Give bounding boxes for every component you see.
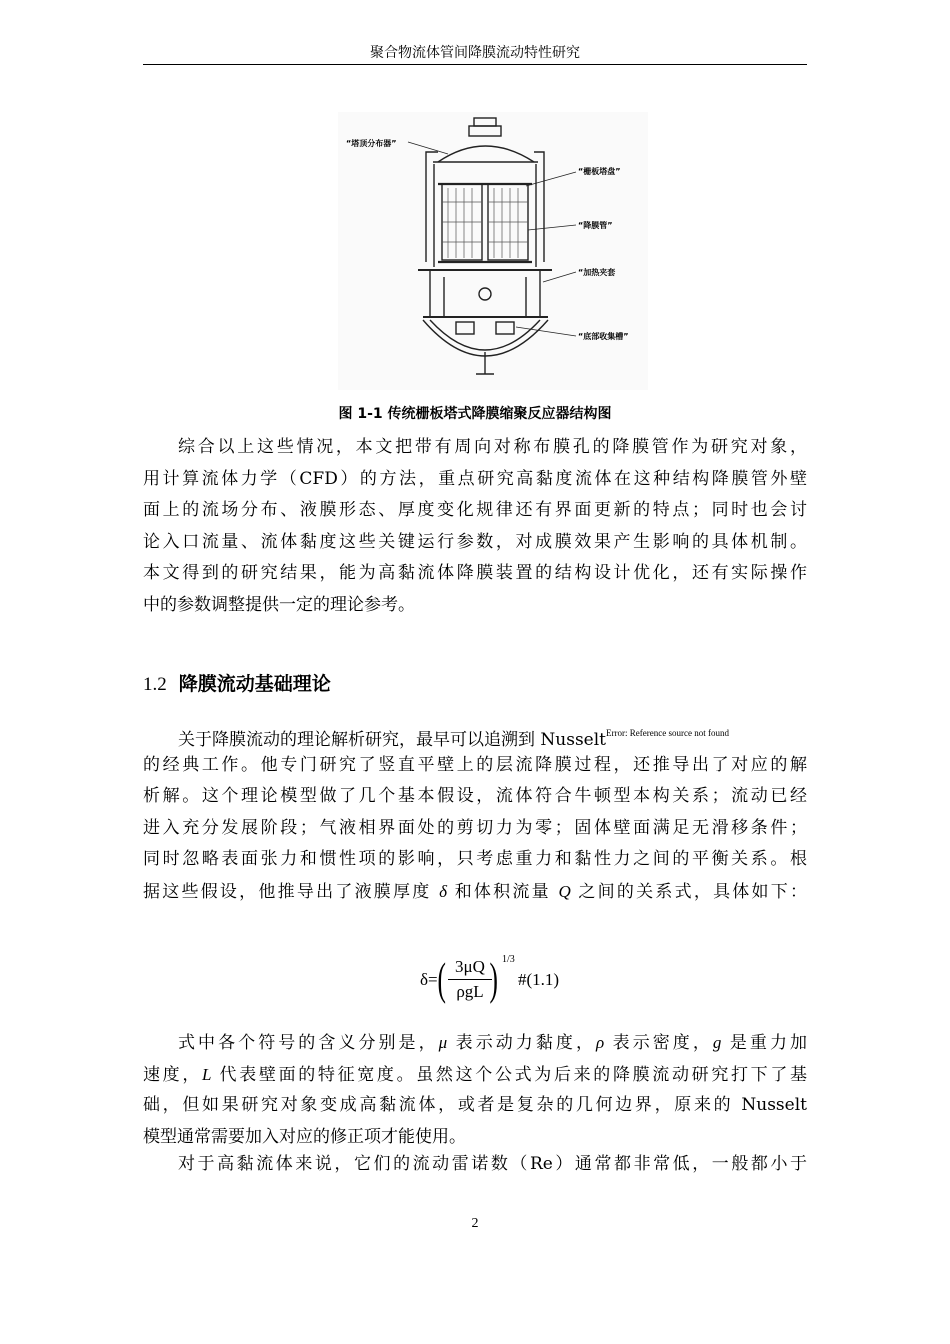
paragraph-line: 同时忽略表面张力和惯性项的影响，只考虑重力和黏性力之间的平衡关系。根 [143,849,807,869]
callout-jacket: “加热夹套 [578,268,616,277]
header-rule [143,64,807,65]
numerator: 3μQ [455,957,485,976]
section-heading [143,670,331,699]
text-run: 关于降膜流动的理论解析研究，最早可以追溯到 Nusselt [178,730,607,750]
var-mu: μ [438,1033,448,1052]
text-run: 据这些假设，他推导出了液膜厚度 [143,881,440,902]
paragraph-line: 中的参数调整提供一定的理论参考。 [143,594,415,615]
text-run: 之间的关系式，具体如下： [570,881,808,902]
exponent: 1/3 [502,954,515,965]
var-Q: Q [558,881,571,901]
callout-trough: “底部收集槽” [578,332,629,341]
paragraph-line [143,718,807,750]
var-rho: ρ [596,1033,605,1052]
paragraph-line: 论入口流量、流体黏度这些关键运行参数，对成膜效果产生影响的具体机制。 [143,531,807,552]
fraction-bar [448,979,492,980]
text-run: 表示动力黏度， [447,1033,597,1053]
paragraph-line: 模型通常需要加入对应的修正项才能使用。 [143,1126,466,1147]
reference-error: Error: Reference source not found [606,728,729,738]
paragraph-line: 面上的流场分布、液膜形态、厚度变化规律还有界面更新的特点；同时也会讨 [143,500,807,520]
text-run: 式中各个符号的含义分别是， [178,1033,439,1053]
text-run: 代表壁面的特征宽度。虽然这个公式为后来的降膜流动研究打下了基 [211,1064,808,1085]
page-number: 2 [471,1216,479,1231]
paragraph-4 [143,1149,807,1181]
text-run: 表示密度， [604,1033,713,1053]
section-number: 1.2 [143,674,167,695]
paragraph-line: 对于高黏流体来说，它们的流动雷诺数（Re）通常都非常低，一般都小于 [178,1154,807,1174]
section-title: 降膜流动基础理论 [178,673,331,695]
var-L: L [202,1064,212,1084]
paragraph-line: 析解。这个理论模型做了几个基本假设，流体符合牛顿型本构关系；流动已经 [143,786,807,806]
paragraph-line [143,1059,807,1091]
paragraph-1 [143,432,807,621]
paragraph-line: 综合以上这些情况，本文把带有周向对称布膜孔的降膜管作为研究对象， [178,437,807,457]
reactor-diagram [338,112,648,390]
paragraph-line: 用计算流体力学（CFD）的方法，重点研究高黏度流体在这种结构降膜管外壁 [143,468,807,489]
equation-lhs: δ= [420,970,438,989]
paragraph-line: 础，但如果研究对象变成高黏流体，或者是复杂的几何边界，原来的 Nusselt [143,1095,807,1115]
right-paren: ) [489,953,498,1004]
paragraph-line [143,1027,807,1059]
running-header: 聚合物流体管间降膜流动特性研究 [370,45,580,61]
text-run: 是重力加 [721,1033,808,1053]
var-g: g [712,1033,722,1052]
callout-distributor: “塔顶分布器” [346,139,397,148]
paragraph-3 [143,1027,807,1153]
var-delta: δ [439,881,448,901]
denominator: ρgL [456,982,484,1001]
paragraph-2 [143,718,807,907]
equation-fraction [448,956,492,1003]
paragraph-line [143,876,807,908]
callout-tray: “栅板塔盘” [578,167,621,176]
paragraph-line: 本文得到的研究结果，能为高黏流体降膜装置的结构设计优化，还有实际操作 [143,563,807,583]
paragraph-line: 的经典工作。他专门研究了竖直平壁上的层流降膜过程，还推导出了对应的解 [143,754,807,775]
figure-caption: 图 1-1 传统栅板塔式降膜缩聚反应器结构图 [338,406,612,422]
equation-tag: #(1.1) [518,970,560,989]
text-run: 速度， [143,1064,203,1085]
text-run: 和体积流量 [447,881,559,902]
paragraph-line: 进入充分发展阶段；气液相界面处的剪切力为零；固体壁面满足无滑移条件； [143,817,807,838]
callout-tube: “降膜管” [578,221,613,230]
left-paren: ( [437,953,446,1004]
